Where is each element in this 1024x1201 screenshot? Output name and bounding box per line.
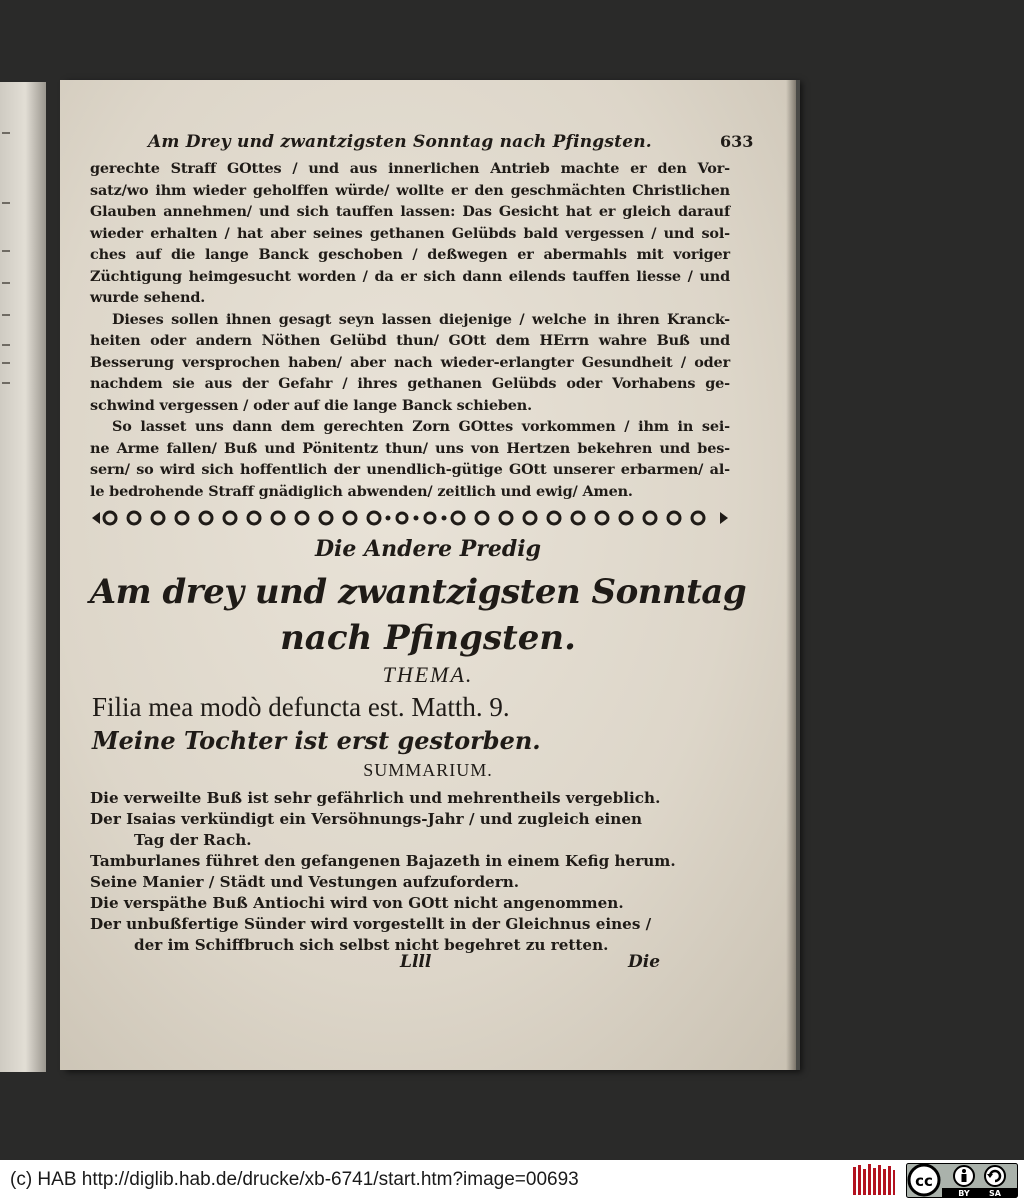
- license-label-sa: SA: [989, 1189, 1001, 1198]
- page-number: 633: [720, 132, 754, 151]
- summarium-label: SUMMARIUM.: [363, 760, 493, 780]
- body-line: Besserung versprochen haben/ aber nach wieder-erlangter Gesundheit / oder: [90, 353, 730, 371]
- body-line: Züchtigung heimgesucht worden / da er sich dann eilends tauffen liesse / und: [90, 267, 730, 285]
- ornament-divider: [90, 508, 730, 528]
- footer-bar: [0, 1160, 1024, 1201]
- cc-by-sa-license-badge[interactable]: [906, 1163, 1018, 1198]
- body-line: schwind vergessen / oder auf die lange Banck schieben.: [90, 396, 532, 414]
- summary-item: Der unbußfertige Sünder wird vorgestellt in der Gleichnus eines /: [90, 915, 652, 933]
- attribution-icon: [954, 1166, 974, 1186]
- sermon-title-continued: nach Pfingsten.: [280, 618, 576, 658]
- german-bible-verse: Meine Tochter ist erst gestorben.: [92, 726, 541, 755]
- body-line: nachdem sie aus der Gefahr / ihres gethanen Gelübds oder Vorhabens ge-: [90, 375, 730, 392]
- previous-page-edge: [0, 82, 46, 1072]
- book-page: [60, 80, 796, 1070]
- catchword: Die: [628, 952, 661, 972]
- signature-mark: Llll: [400, 952, 432, 972]
- body-line: ches auf die lange Banck geschoben / deßwegen er abermahls mit voriger: [90, 246, 730, 263]
- thema-label: THEMA.: [382, 662, 474, 687]
- hab-library-logo-icon: [852, 1163, 896, 1197]
- license-label-by: BY: [958, 1189, 970, 1198]
- summary-item: Die verspäthe Buß Antiochi wird von GOtt nicht angenommen.: [90, 894, 624, 912]
- summary-item: der im Schiffbruch sich selbst nicht begehret zu retten.: [134, 936, 609, 954]
- summary-item: Seine Manier / Städt und Vestungen aufzufordern.: [90, 873, 520, 891]
- body-line: heiten oder andern Nöthen Gelübd thun/ GOtt dem HErrn wahre Buß und: [90, 332, 730, 349]
- running-head: Am Drey und zwantzigsten Sonntag nach Pfingsten.: [148, 132, 652, 152]
- sermon-label: Die Andere Predig: [314, 536, 542, 562]
- body-line: sern/ so wird sich hoffentlich der unendlich-gütige GOtt unserer erbarmen/ al-: [90, 461, 730, 478]
- summary-item: Tag der Rach.: [134, 831, 252, 849]
- body-text: [90, 158, 730, 502]
- summary-item: Der Isaias verkündigt ein Versöhnungs-Jahr / und zugleich einen: [90, 810, 643, 828]
- body-line: wieder erhalten / hat aber seines gethanen Gelübds bald vergessen / und sol-: [90, 224, 730, 242]
- page-edge-shadow: [786, 80, 796, 1070]
- body-line: satz/wo ihm wieder geholffen würde/ wollte er den geschmächten Christlichen: [90, 181, 730, 199]
- summary-item: Die verweilte Buß ist sehr gefährlich und mehrentheils vergeblich.: [90, 789, 661, 807]
- body-line: Glauben annehmen/ und sich tauffen lassen: Das Gesicht hat er gleich darauf: [90, 203, 730, 220]
- creative-commons-icon: [909, 1165, 939, 1195]
- summary-list: [90, 788, 720, 956]
- share-alike-icon: [985, 1166, 1005, 1186]
- latin-bible-verse: Filia mea modò defuncta est. Matth. 9.: [92, 692, 510, 722]
- copyright-credit: (c) HAB http://diglib.hab.de/drucke/xb-6741/start.htm?image=00693: [10, 1169, 579, 1190]
- summary-item: Tamburlanes führet den gefangenen Bajazeth in einem Kefig herum.: [90, 852, 676, 870]
- sermon-title: Am drey und zwantzigsten Sonntag: [89, 572, 747, 612]
- body-line: wurde sehend.: [90, 289, 206, 306]
- body-line: gerechte Straff GOttes / und aus innerlichen Antrieb machte er den Vor-: [90, 160, 730, 177]
- body-line: le bedrohende Straff gnädiglich abwenden/ zeitlich und ewig/ Amen.: [90, 482, 633, 500]
- body-line: Dieses sollen ihnen gesagt seyn lassen diejenige / welche in ihren Kranck-: [112, 310, 730, 328]
- body-line: ne Arme fallen/ Buß und Pönitentz thun/ uns von Hertzen bekehren und bes-: [90, 439, 730, 457]
- svg-text:cc: cc: [915, 1172, 933, 1190]
- body-line: So lasset uns dann dem gerechten Zorn GOttes vorkommen / ihm in sei-: [112, 418, 730, 435]
